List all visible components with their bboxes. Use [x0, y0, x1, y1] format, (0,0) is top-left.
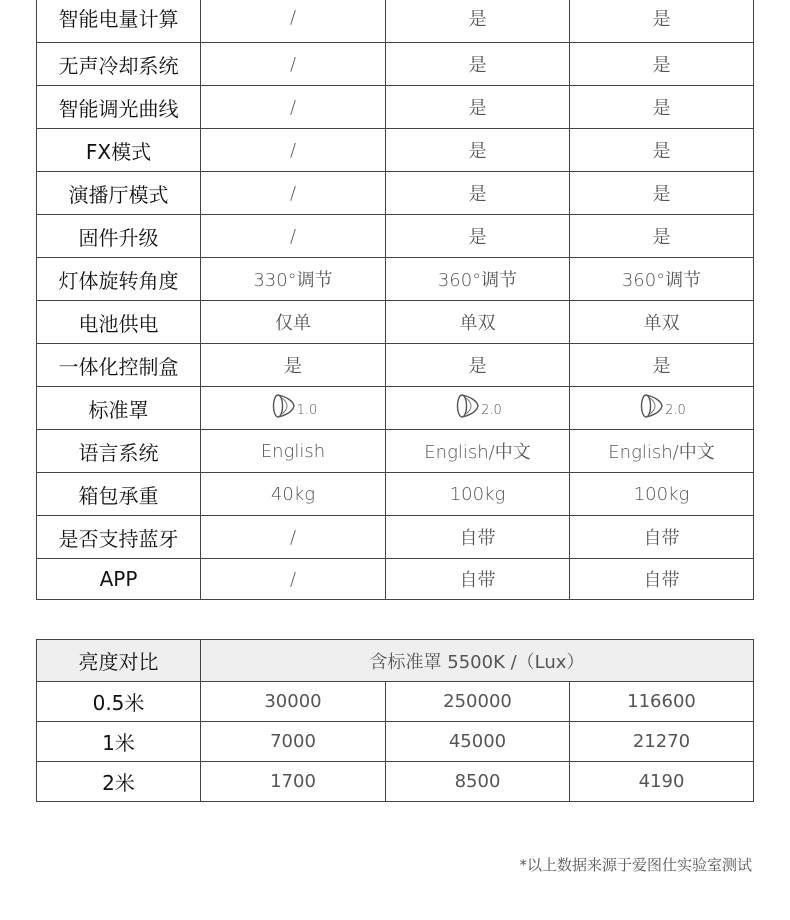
spec-row [37, 86, 754, 129]
brightness-value: 21270 [570, 722, 754, 762]
spec-feature-label: 演播厅模式 [37, 172, 201, 215]
spec-value-cell: 是 [386, 43, 570, 86]
spec-feature-label: 是否支持蓝牙 [37, 516, 201, 559]
brightness-value: 4190 [570, 762, 754, 802]
spec-value-cell: 单双 [386, 301, 570, 344]
spec-value-cell: 单双 [570, 301, 754, 344]
spec-row [37, 43, 754, 86]
spec-row [37, 129, 754, 172]
spec-value-cell: / [201, 129, 386, 172]
brightness-value: 116600 [570, 682, 754, 722]
spec-value-cell: 100kg [386, 473, 570, 516]
brightness-row [37, 682, 754, 722]
spec-value-cell: 是 [386, 86, 570, 129]
spec-value-cell: / [201, 559, 386, 600]
spec-value-cell: 是 [570, 129, 754, 172]
brightness-row [37, 762, 754, 802]
brightness-header-label: 亮度对比 [37, 640, 201, 682]
spec-value-cell: 自带 [570, 559, 754, 600]
brightness-header-row [37, 640, 754, 682]
spec-value-cell: 是 [570, 172, 754, 215]
spec-value-cell: 是 [570, 43, 754, 86]
spec-value-cell: 是 [570, 215, 754, 258]
spec-value-cell: 是 [386, 215, 570, 258]
spec-value-cell: / [201, 43, 386, 86]
reflector-item [269, 391, 318, 421]
reflector-version: 1.0 [296, 402, 318, 418]
spec-comparison-table [36, 0, 754, 600]
spec-value-cell: English/中文 [386, 430, 570, 473]
spec-feature-label: 灯体旋转角度 [37, 258, 201, 301]
reflector-version: 2.0 [665, 402, 686, 418]
spec-row [37, 559, 754, 600]
spec-feature-label: FX模式 [37, 129, 201, 172]
spec-value-cell: / [201, 172, 386, 215]
spec-value-cell: / [201, 86, 386, 129]
brightness-distance: 0.5米 [37, 682, 201, 722]
brightness-value: 7000 [201, 722, 386, 762]
spec-value-cell: 360°调节 [570, 258, 754, 301]
spec-value-cell: 是 [570, 344, 754, 387]
spec-feature-label: 标准罩 [37, 387, 201, 430]
spec-row [37, 215, 754, 258]
spec-feature-label: 一体化控制盒 [37, 344, 201, 387]
spec-value-cell: 40kg [201, 473, 386, 516]
brightness-row [37, 722, 754, 762]
spec-value-cell: 仅单 [201, 301, 386, 344]
spec-value-cell [386, 387, 570, 430]
spec-value-cell: English/中文 [570, 430, 754, 473]
reflector-item [637, 391, 686, 421]
spec-value-cell: / [201, 215, 386, 258]
spec-row [37, 344, 754, 387]
brightness-value: 45000 [386, 722, 570, 762]
spec-value-cell: 是 [570, 86, 754, 129]
spec-row [37, 301, 754, 344]
spec-value-cell: 是 [570, 0, 754, 43]
spec-feature-label: 智能调光曲线 [37, 86, 201, 129]
spec-value-cell: 100kg [570, 473, 754, 516]
data-source-footnote: *以上数据来源于爱图仕实验室测试 [519, 856, 752, 874]
spec-row [37, 0, 754, 43]
spec-feature-label: 语言系统 [37, 430, 201, 473]
spec-feature-label: APP [37, 559, 201, 600]
spec-value-cell: 是 [201, 344, 386, 387]
reflector-icon [269, 391, 299, 421]
spec-row [37, 516, 754, 559]
brightness-comparison-table [36, 639, 754, 802]
spec-row [37, 387, 754, 430]
spec-value-cell [570, 387, 754, 430]
spec-value-cell: English [201, 430, 386, 473]
spec-feature-label: 智能电量计算 [37, 0, 201, 43]
reflector-version: 2.0 [481, 402, 502, 418]
spec-feature-label: 无声冷却系统 [37, 43, 201, 86]
brightness-value: 8500 [386, 762, 570, 802]
spec-row [37, 172, 754, 215]
reflector-icon [637, 391, 667, 421]
brightness-value: 250000 [386, 682, 570, 722]
brightness-value: 1700 [201, 762, 386, 802]
spec-value-cell: 自带 [386, 516, 570, 559]
spec-value-cell: 330°调节 [201, 258, 386, 301]
spec-row [37, 473, 754, 516]
spec-value-cell: 自带 [570, 516, 754, 559]
spec-value-cell: 是 [386, 344, 570, 387]
spec-value-cell [201, 387, 386, 430]
spec-value-cell: 是 [386, 129, 570, 172]
spec-value-cell: 自带 [386, 559, 570, 600]
spec-value-cell: / [201, 516, 386, 559]
spec-feature-label: 电池供电 [37, 301, 201, 344]
spec-feature-label: 固件升级 [37, 215, 201, 258]
brightness-header-note: 含标准罩 5500K /（Lux） [201, 640, 754, 682]
reflector-icon [453, 391, 483, 421]
spec-feature-label: 箱包承重 [37, 473, 201, 516]
brightness-value: 30000 [201, 682, 386, 722]
reflector-item [453, 391, 502, 421]
spec-value-cell: 是 [386, 172, 570, 215]
spec-row [37, 430, 754, 473]
brightness-distance: 2米 [37, 762, 201, 802]
spec-value-cell: / [201, 0, 386, 43]
spec-value-cell: 360°调节 [386, 258, 570, 301]
spec-value-cell: 是 [386, 0, 570, 43]
spec-row [37, 258, 754, 301]
brightness-distance: 1米 [37, 722, 201, 762]
